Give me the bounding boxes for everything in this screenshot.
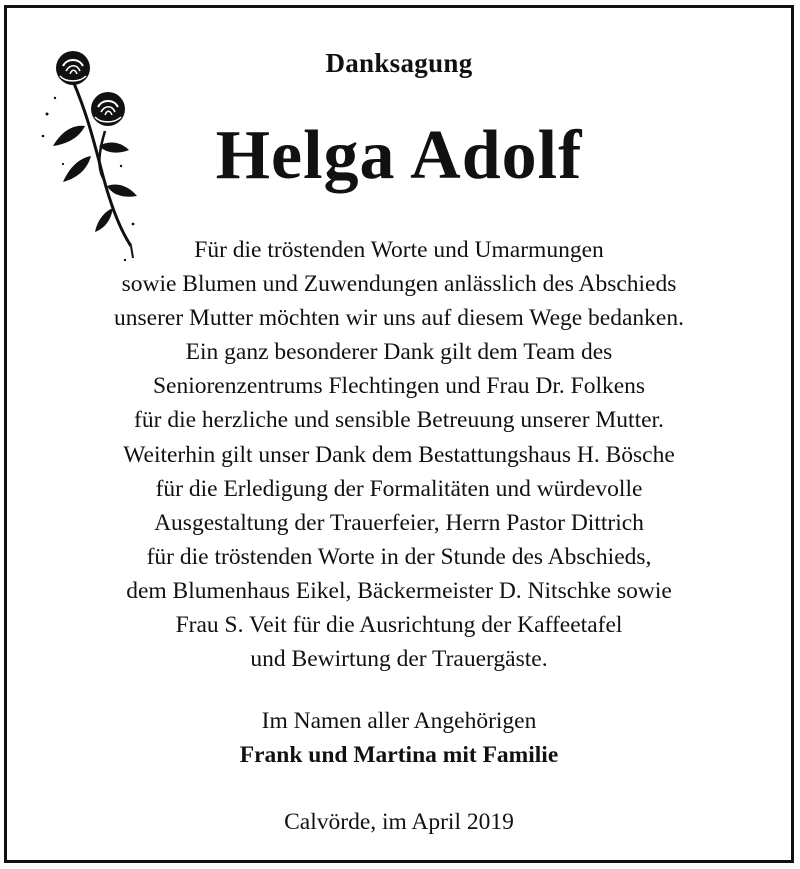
text-line: Seniorenzentrums Flechtingen und Frau Dr. Folkens [152, 373, 646, 400]
notice-frame [4, 5, 794, 863]
closing-line: Im Namen aller Angehörigen [261, 708, 537, 734]
notice-heading: Danksagung [325, 48, 473, 78]
text-line: dem Blumenhaus Eikel, Bäckermeister D. Nitschke sowie [126, 577, 672, 604]
text-line: Ein ganz besonderer Dank gilt dem Team des [185, 339, 613, 366]
text-line: Frau S. Veit für die Ausrichtung der Kaffeetafel [175, 612, 623, 639]
text-line: sowie Blumen und Zuwendungen anlässlich des Abschieds [121, 271, 677, 298]
deceased-name: Helga Adolf [215, 117, 583, 194]
text-line: Ausgestaltung der Trauerfeier, Herrn Pastor Dittrich [154, 509, 644, 536]
text-line: für die Erledigung der Formalitäten und würdevolle [155, 475, 643, 502]
text-line: Weiterhin gilt unser Dank dem Bestattungshaus H. Bösche [123, 441, 675, 468]
text-line: für die tröstenden Worte in der Stunde des Abschieds, [146, 543, 652, 570]
text-line: unserer Mutter möchten wir uns auf diesem Wege bedanken. [114, 305, 684, 332]
signature: Frank und Martina mit Familie [239, 742, 559, 768]
place-date: Calvörde, im April 2019 [284, 809, 514, 835]
text-line: und Bewirtung der Trauergäste. [250, 646, 548, 673]
text-line: für die herzliche und sensible Betreuung unserer Mutter. [134, 407, 664, 434]
thanks-text [27, 233, 771, 676]
text-line: Für die tröstenden Worte und Umarmungen [194, 237, 604, 263]
